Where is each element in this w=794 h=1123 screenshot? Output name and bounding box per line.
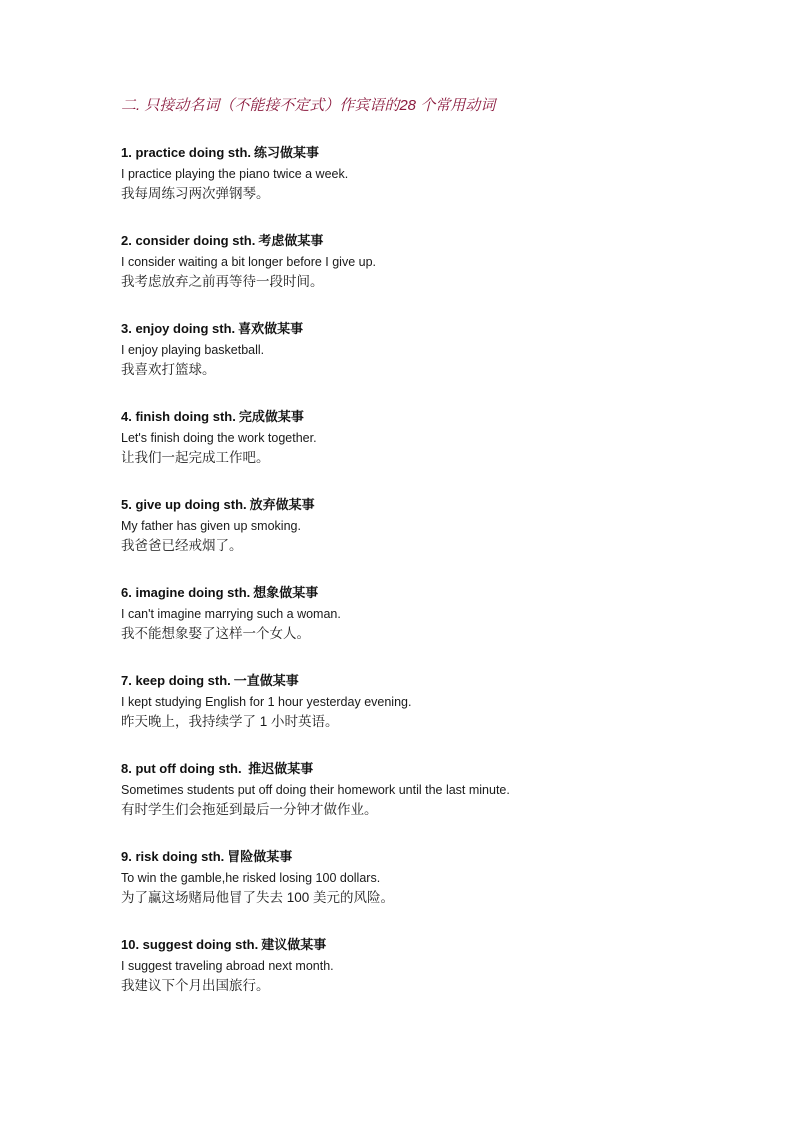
entry-heading-en: 1. practice doing sth. (121, 145, 252, 160)
entry-heading-cn: 放弃做某事 (249, 497, 315, 512)
document-title: 二. 只接动名词（不能接不定式）作宾语的28 个常用动词 (121, 97, 496, 114)
entry-heading-cn: 建议做某事 (261, 937, 327, 952)
entry-example-en: I suggest traveling abroad next month. (121, 959, 334, 973)
entry-example-cn: 为了赢这场赌局他冒了失去 100 美元的风险。 (121, 890, 395, 905)
entry-heading-en: 9. risk doing sth. (121, 849, 225, 864)
entry-example-cn: 我喜欢打篮球。 (121, 362, 216, 377)
entry-example-cn: 我爸爸已经戒烟了。 (121, 538, 243, 553)
entry-heading (121, 671, 299, 691)
verb-entry (121, 231, 741, 319)
entry-heading (121, 231, 323, 251)
entry-example-cn: 我不能想象娶了这样一个女人。 (121, 626, 310, 641)
entry-example-en: I kept studying English for 1 hour yesterday evening. (121, 695, 412, 709)
entry-heading-en: 8. put off doing sth. (121, 761, 242, 776)
entry-heading (121, 759, 313, 779)
entry-heading-en: 2. consider doing sth. (121, 233, 256, 248)
entry-heading-cn: 想象做某事 (253, 585, 319, 600)
entry-heading-cn: 练习做某事 (254, 145, 320, 160)
entry-example-en: Let's finish doing the work together. (121, 431, 317, 445)
entry-heading-cn: 考虑做某事 (258, 233, 324, 248)
entry-example-en: I enjoy playing basketball. (121, 343, 265, 357)
entry-example-cn: 有时学生们会拖延到最后一分钟才做作业。 (121, 802, 378, 817)
entry-heading-cn: 一直做某事 (233, 673, 299, 688)
entry-example-en: I consider waiting a bit longer before I give up. (121, 255, 377, 269)
entry-example-en: Sometimes students put off doing their homework until the last minute. (121, 783, 510, 797)
entry-example-cn: 让我们一起完成工作吧。 (121, 450, 270, 465)
verb-entry (121, 143, 741, 231)
entry-heading-en: 6. imagine doing sth. (121, 585, 251, 600)
entry-example-cn: 我考虑放弃之前再等待一段时间。 (121, 274, 324, 289)
entry-heading (121, 847, 292, 867)
verb-entry (121, 319, 741, 407)
verb-entry-list (121, 143, 741, 1023)
entry-heading-cn: 喜欢做某事 (238, 321, 304, 336)
entry-example-en: To win the gamble,he risked losing 100 dollars. (121, 871, 381, 885)
entry-example-cn: 我每周练习两次弹钢琴。 (121, 186, 270, 201)
verb-entry (121, 759, 741, 847)
verb-entry (121, 935, 741, 1023)
entry-heading (121, 495, 315, 515)
entry-example-en: I can't imagine marrying such a woman. (121, 607, 341, 621)
entry-example-en: I practice playing the piano twice a week. (121, 167, 349, 181)
entry-example-cn: 我建议下个月出国旅行。 (121, 978, 270, 993)
entry-example-cn: 昨天晚上，我持续学了 1 小时英语。 (121, 714, 339, 729)
entry-example-en: My father has given up smoking. (121, 519, 301, 533)
verb-entry (121, 671, 741, 759)
entry-heading (121, 935, 326, 955)
verb-entry (121, 407, 741, 495)
entry-heading-cn: 完成做某事 (238, 409, 304, 424)
entry-heading-en: 5. give up doing sth. (121, 497, 247, 512)
entry-heading-en: 3. enjoy doing sth. (121, 321, 236, 336)
verb-entry (121, 583, 741, 671)
entry-heading (121, 583, 318, 603)
entry-heading (121, 143, 319, 163)
entry-heading-en: 4. finish doing sth. (121, 409, 236, 424)
entry-heading-en: 10. suggest doing sth. (121, 937, 259, 952)
entry-heading-cn: 推迟做某事 (244, 761, 314, 776)
entry-heading-en: 7. keep doing sth. (121, 673, 231, 688)
verb-entry (121, 847, 741, 935)
verb-entry (121, 495, 741, 583)
entry-heading (121, 319, 303, 339)
entry-heading (121, 407, 304, 427)
entry-heading-cn: 冒险做某事 (227, 849, 293, 864)
